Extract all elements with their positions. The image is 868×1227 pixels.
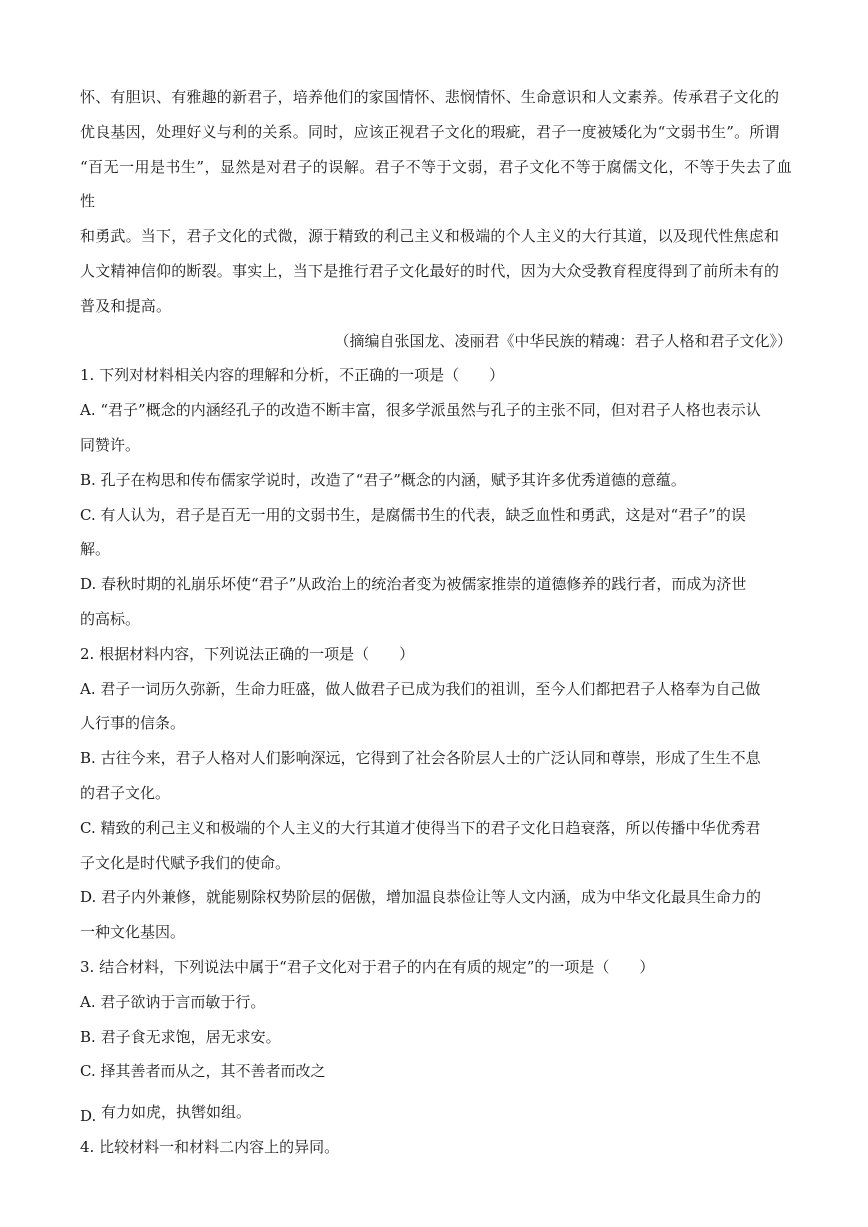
option-label: A. — [80, 992, 96, 1011]
question-2-option-a-cont: 人行事的信条。 — [80, 714, 186, 733]
question-1-option-d — [80, 567, 792, 602]
passage-line: 人文精神信仰的断裂。事实上，当下是推行君子文化最好的时代，因为大众受教育程度得到了前所未有的 — [80, 261, 780, 280]
question-2-option-c-cont: 子文化是时代赋予我们的使命。 — [80, 853, 291, 872]
question-2-option-b — [80, 741, 792, 776]
question-text: 下列对材料相关内容的理解和分析，不正确的一项是（ ） — [99, 366, 505, 385]
passage-line: 优良基因，处理好义与利的关系。同时，应该正视君子文化的瑕疵，君子一度被矮化为“文弱书生”。所谓 — [80, 122, 780, 141]
question-number: 1. — [80, 366, 95, 385]
question-1-stem — [80, 358, 792, 393]
option-text: 君子一词历久弥新，生命力旺盛，做人做君子已成为我们的祖训，至今人们都把君子人格奉为自己做 — [100, 679, 761, 698]
option-label: B. — [80, 1027, 96, 1046]
option-text: 孔子在构思和传布儒家学说时，改造了“君子”概念的内涵，赋予其许多优秀道德的意蕴。 — [100, 470, 686, 489]
question-1-option-b — [80, 463, 792, 498]
question-2-option-b-cont: 的君子文化。 — [80, 783, 171, 802]
option-text: 有人认为，君子是百无一用的文弱书生，是腐儒书生的代表，缺乏血性和勇武，这是对“君子”的误 — [100, 505, 746, 524]
option-label: A. — [80, 401, 96, 420]
question-1-option-a — [80, 393, 792, 428]
question-3-option-a — [80, 985, 792, 1020]
option-label: A. — [80, 679, 96, 698]
option-label: B. — [80, 470, 96, 489]
document-page — [80, 80, 792, 1165]
option-label: C. — [80, 505, 96, 524]
question-text: 比较材料一和材料二内容上的异同。 — [99, 1137, 340, 1156]
question-number: 2. — [80, 644, 95, 663]
question-2-option-a — [80, 672, 792, 707]
question-3-option-d — [80, 1095, 792, 1130]
option-label: D. — [80, 575, 97, 594]
question-1-option-d-cont: 的高标。 — [80, 609, 141, 628]
question-text: 结合材料，下列说法中属于“君子文化对于君子的内在有质的规定”的一项是（ ） — [99, 957, 655, 976]
question-2-option-d-cont: 一种文化基因。 — [80, 923, 186, 942]
question-3-stem — [80, 950, 792, 985]
option-text: 春秋时期的礼崩乐坏使“君子”从政治上的统治者变为被儒家推崇的道德修养的践行者，而成为济世 — [101, 575, 747, 594]
option-label: D. — [80, 1107, 97, 1126]
question-1-option-a-cont: 同赞许。 — [80, 435, 141, 454]
question-number: 4. — [80, 1137, 95, 1156]
option-label: C. — [80, 818, 96, 837]
option-label: B. — [80, 749, 96, 768]
question-text: 根据材料内容，下列说法正确的一项是（ ） — [99, 644, 415, 663]
option-text: 精致的利己主义和极端的个人主义的大行其道才使得当下的君子文化日趋衰落，所以传播中华优秀君 — [100, 818, 761, 837]
passage-citation: （摘编自张国龙、凌丽君《中华民族的精魂：君子人格和君子文化》） — [334, 331, 792, 350]
passage-line: 和勇武。当下，君子文化的式微，源于精致的利己主义和极端的个人主义的大行其道，以及现代性焦虑和 — [80, 227, 780, 246]
option-text: “君子”概念的内涵经孔子的改造不断丰富，很多学派虽然与孔子的主张不同，但对君子人格也表示认 — [100, 401, 761, 420]
option-text: 君子内外兼修，就能剔除权势阶层的倨傲，增加温良恭俭让等人文内涵，成为中华文化最具生命力的 — [101, 888, 762, 907]
option-label: C. — [80, 1062, 96, 1081]
question-3-option-b — [80, 1020, 792, 1055]
question-number: 3. — [80, 957, 95, 976]
passage-line: 怀、有胆识、有雅趣的新君子，培养他们的家国情怀、悲悯情怀、生命意识和人文素养。传承君子文化的 — [80, 88, 780, 106]
option-text: 古往今来，君子人格对人们影响深远，它得到了社会各阶层人士的广泛认同和尊崇，形成了生生不息 — [100, 749, 761, 768]
option-text: 君子食无求饱，居无求安。 — [100, 1027, 281, 1046]
option-text: 有力如虎，执辔如组。 — [101, 1103, 252, 1122]
question-1-option-c-cont: 解。 — [80, 540, 111, 559]
option-text: 择其善者而从之，其不善者而改之 — [100, 1062, 326, 1081]
passage-line: 普及和提高。 — [80, 296, 172, 315]
question-2-option-c — [80, 811, 792, 846]
question-2-stem — [80, 637, 792, 672]
question-2-option-d — [80, 880, 792, 915]
question-1-option-c — [80, 498, 792, 533]
passage-line: “百无一用是书生”，显然是对君子的误解。君子不等于文弱，君子文化不等于腐儒文化，不等于失去了血性 — [80, 157, 792, 211]
question-4-stem — [80, 1130, 792, 1165]
option-text: 君子欲讷于言而敏于行。 — [100, 992, 266, 1011]
question-3-option-c — [80, 1054, 792, 1089]
option-label: D. — [80, 888, 97, 907]
